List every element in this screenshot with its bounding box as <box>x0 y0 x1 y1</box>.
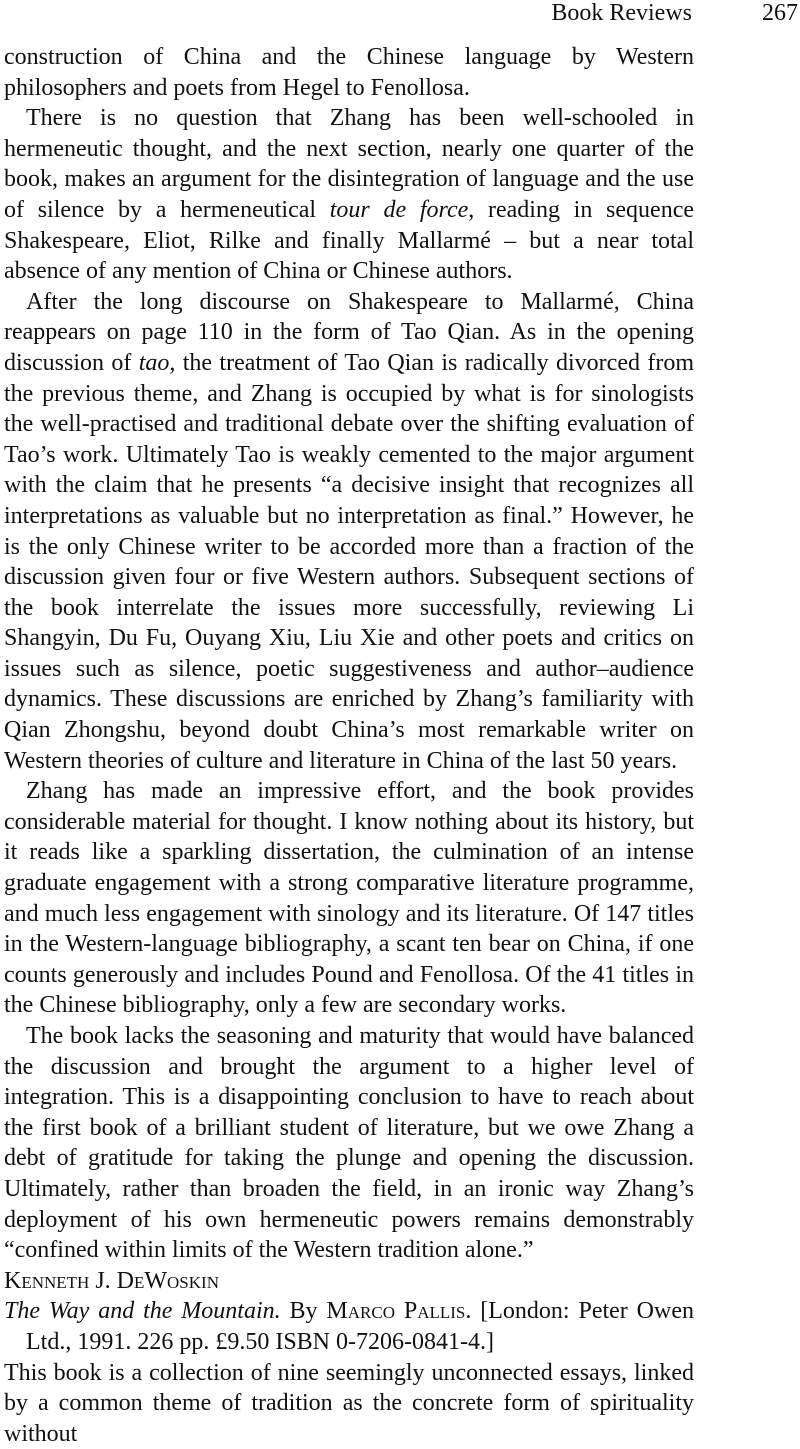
paragraph-effort: Zhang has made an impressive effort, and the book provides considerable material for thought. I know nothing about its history, but it reads like a sparkling dissertation, the culmination of an intense graduate engagement with a strong comparative literature programme, and much less engagement with sinology and its literature. Of 147 titles in the Western-language bibliography, a scant ten bear on China, if one counts generously and includes Pound and Fenollosa. Of the 41 titles in the Chinese bibliography, only a few are secondary works. <box>4 778 694 1019</box>
running-head: Book Reviews <box>551 0 692 26</box>
paragraph-text: There is no question that Zhang has been well-schooled in hermeneutic thought, and the next section, nearly one quarter of the book, makes an argument for the disintegration of language and the use of silence by a hermeneutical <box>4 105 694 223</box>
citation-by: By <box>280 1298 327 1325</box>
paragraph-text: , reading in sequence Shakespeare, Eliot, Rilke and finally Mallarmé – but a near total absence of any mention of China or Chinese authors. <box>4 196 694 285</box>
article-body <box>4 42 694 1449</box>
italic-phrase: tao <box>138 349 170 376</box>
paragraph-text: , the treatment of Tao Qian is radically divorced from the previous theme, and Zhang is occupied by what is for sinologists the well-practised and traditional debate over the shifting evaluation of Tao’s work. Ultimately Tao is weakly cemented to the major argument with the claim that he presents “a decisive insight that recognizes all interpretations as valuable but no interpretation as final.” However, he is the only Chinese writer to be accorded more than a fraction of the discussion given four or five Western authors. Subsequent sections of the book interrelate the issues more successfully, reviewing Li Shangyin, Du Fu, Ouyang Xiu, Liu Xie and other poets and critics on issues such as silence, poetic suggestiveness and author–audience dynamics. These discussions are enriched by Zhang’s familiarity with Qian Zhongshu, beyond doubt China’s most remarkable writer on Western theories of culture and literature in China of the last 50 years. <box>4 349 694 774</box>
page-header <box>0 0 800 26</box>
italic-phrase: tour de force <box>329 196 469 223</box>
page-number: 267 <box>762 0 798 26</box>
book-title: The Way and the Mountain. <box>4 1298 281 1325</box>
book-citation <box>4 1296 694 1357</box>
paragraph-text: After the long discourse on Shakespeare to Mallarmé, China reappears on page 110 in the form of Tao Qian. As in the opening discussion of <box>4 288 694 376</box>
review-opening-paragraph: This book is a collection of nine seemingly unconnected essays, linked by a common theme of tradition as the concrete form of spirituality without <box>4 1359 694 1447</box>
publication-details: [London: Peter Owen Ltd., 1991. 226 pp. £9.50 ISBN 0-7206-0841-4.] <box>26 1298 694 1355</box>
book-author: Marco Pallis. <box>326 1298 472 1325</box>
paragraph-hermeneutic <box>4 103 694 287</box>
reviewer-signature: Kenneth J. DeWoskin <box>4 1267 219 1294</box>
paragraph-tao-qian <box>4 287 694 777</box>
paragraph-continuation: construction of China and the Chinese language by Western philosophers and poets from Hegel to Fenollosa. <box>4 44 694 101</box>
paragraph-conclusion: The book lacks the seasoning and maturity that would have balanced the discussion and brought the argument to a higher level of integration. This is a disappointing conclusion to have to reach about the first book of a brilliant student of literature, but we owe Zhang a debt of gratitude for taking the plunge and opening the discussion. Ultimately, rather than broaden the field, in an ironic way Zhang’s deployment of his own hermeneutic powers remains demonstrably “confined within limits of the Western tradition alone.” <box>4 1023 694 1264</box>
